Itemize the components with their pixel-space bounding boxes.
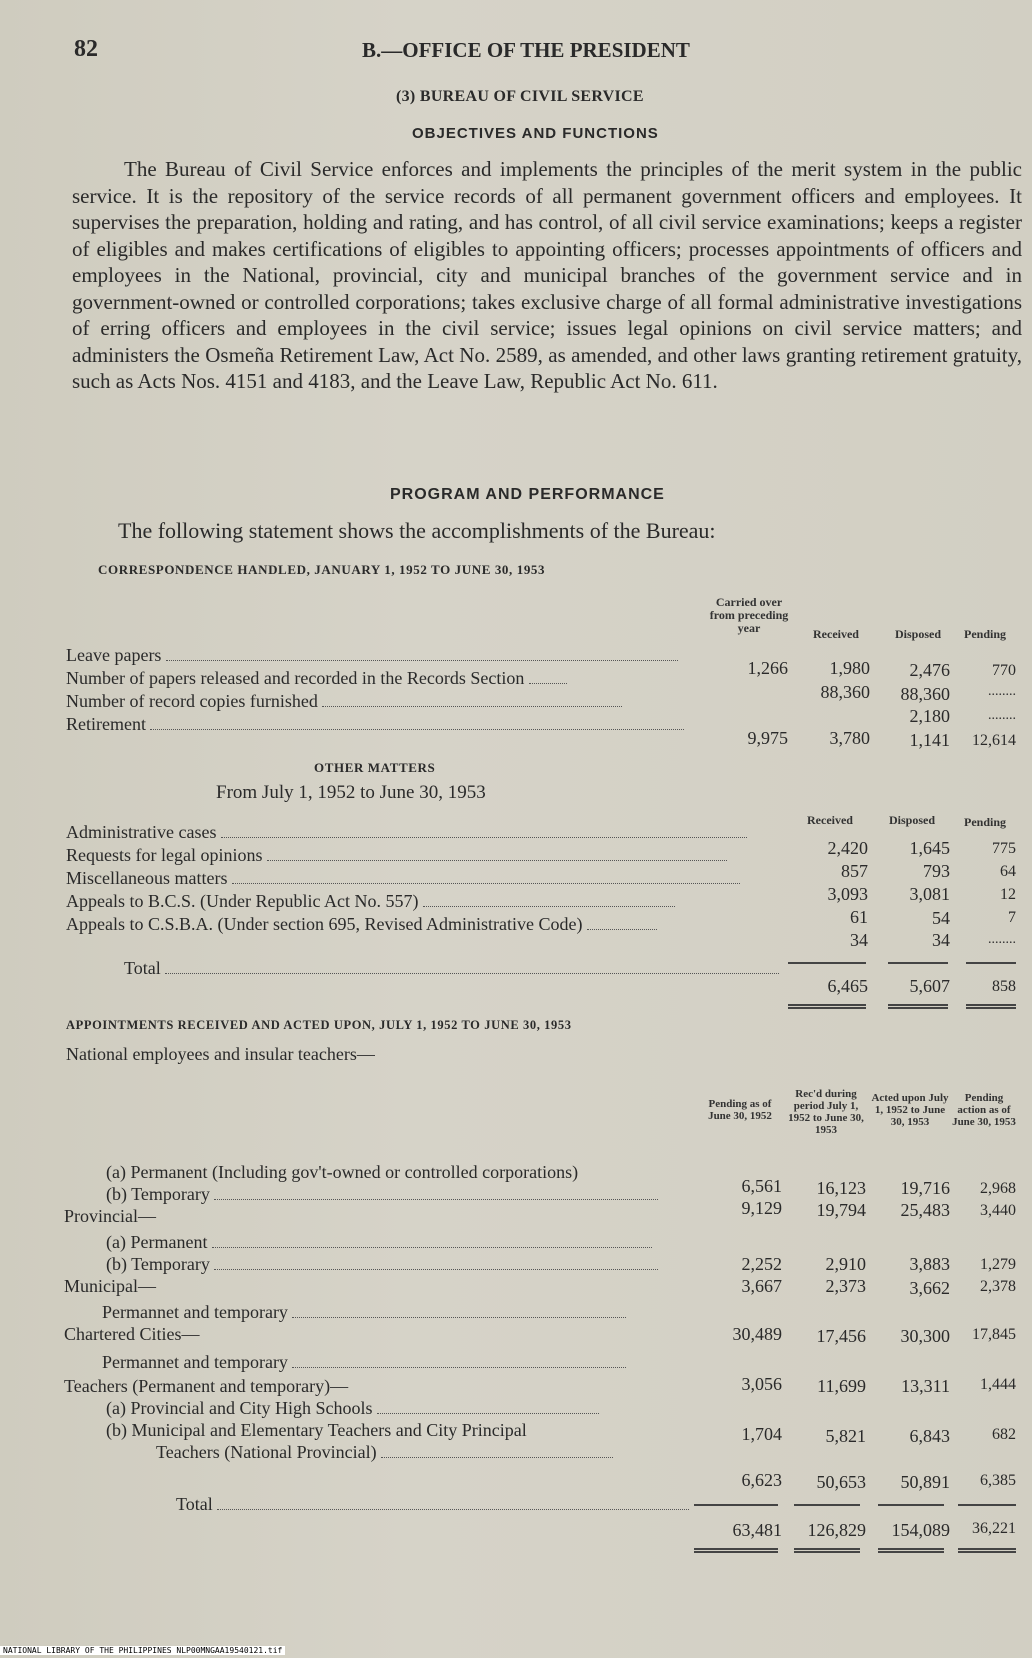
total-rule (694, 1504, 778, 1506)
appt-cell: 19,716 (900, 1178, 950, 1198)
other-cell: 3,093 (827, 884, 868, 904)
double-rule (788, 1004, 866, 1009)
total-rule (788, 962, 866, 964)
other-total-cell: 858 (992, 978, 1016, 995)
appt-cell: 6,623 (741, 1470, 782, 1490)
archive-footer: NATIONAL LIBRARY OF THE PHILIPPINES NLP00MNGAA19540121.tif (0, 1646, 285, 1655)
appt-row-label: (a) Permanent (106, 1232, 652, 1253)
appt-cell: 2,378 (980, 1278, 1016, 1295)
corr-row-label: Retirement (66, 714, 684, 735)
double-rule (694, 1548, 778, 1553)
appt-cell: 6,843 (909, 1426, 950, 1446)
double-rule (878, 1548, 944, 1553)
appt-cell: 3,883 (909, 1254, 950, 1274)
appt-row-label: Teachers (National Provincial) (156, 1442, 613, 1463)
program-heading: PROGRAM AND PERFORMANCE (390, 486, 665, 503)
corr-cell: 88,360 (820, 682, 870, 702)
appt-col-acted: Acted upon July 1, 1952 to June 30, 1953 (871, 1092, 949, 1128)
other-row-label: Requests for legal opinions (66, 845, 727, 866)
appt-row-label: Permannet and temporary (102, 1352, 626, 1373)
appt-cell: 25,483 (900, 1200, 950, 1220)
appt-cell: 13,311 (901, 1376, 950, 1396)
appt-row-label: Teachers (Permanent and temporary)— (64, 1376, 349, 1396)
appt-total-label: Total (176, 1494, 689, 1515)
appt-cell: 16,123 (816, 1178, 866, 1198)
corr-col-pending: Pending (963, 627, 1006, 641)
other-cell: 7 (1008, 909, 1016, 926)
appt-row-label: (b) Municipal and Elementary Teachers and City Principal (106, 1420, 527, 1440)
appt-cell: 1,444 (980, 1376, 1016, 1393)
objectives-text: The Bureau of Civil Service enforces and implements the principles of the merit system in the public service. It is the repository of the service records of all permanent government officers and employees. It supervises the preparation, holding and rating, and has control, of all civil service examinations; keeps a register of eligibles and makes certifications of eligibles to appointing officers; processes appointments of officers and employees in the National, provincial, city and municipal branches of the government service and in government-owned or controlled corporations; takes exclusive charge of all formal administrative investigations of erring officers and employees in the civil service; issues legal opinions on civil service matters; and administers the Osmeña Retirement Law, Act No. 2589, as amended, and other laws granting retirement gratuity, such as Acts Nos. 4151 and 4183, and the Leave Law, Republic Act No. 611. (72, 157, 1022, 393)
running-title: B.—OFFICE OF THE PRESIDENT (362, 38, 690, 62)
appt-row-label: Permannet and temporary (102, 1302, 626, 1323)
other-total-cell: 5,607 (909, 976, 950, 996)
total-rule (958, 1504, 1016, 1506)
appt-total-cell: 63,481 (732, 1520, 782, 1540)
corr-row-label: Number of papers released and recorded in the Records Section (66, 668, 567, 689)
appt-cell: 2,252 (741, 1254, 782, 1274)
other-col-disposed: Disposed (888, 813, 935, 827)
other-cell: 775 (992, 840, 1016, 857)
appt-cell: 5,821 (825, 1426, 866, 1446)
appt-total-cell: 36,221 (972, 1520, 1016, 1537)
appt-row-label: (a) Permanent (Including gov't-owned or controlled corporations) (106, 1162, 579, 1182)
appt-cell: 2,910 (825, 1254, 866, 1274)
appt-cell: 50,653 (816, 1472, 866, 1492)
appt-row-label: Chartered Cities— (64, 1324, 200, 1344)
other-row-label: Appeals to B.C.S. (Under Republic Act No. 557) (66, 891, 675, 912)
other-cell: ........ (988, 932, 1016, 947)
appt-cell: 3,440 (980, 1202, 1016, 1219)
appt-row-label: (b) Temporary (106, 1184, 658, 1205)
other-row-label: Administrative cases (66, 822, 747, 843)
other-cell: 3,081 (909, 884, 950, 904)
appt-cell: 6,561 (741, 1176, 782, 1196)
appt-cell: 30,300 (900, 1326, 950, 1346)
other-matters-title: OTHER MATTERS (314, 760, 436, 775)
total-rule (878, 1504, 944, 1506)
corr-cell: 9,975 (747, 728, 788, 748)
appt-cell: 3,662 (909, 1278, 950, 1298)
appt-cell: 2,373 (825, 1276, 866, 1296)
other-row-label: Appeals to C.S.B.A. (Under section 695, Revised Administrative Code) (66, 914, 657, 935)
corr-row-label: Leave papers (66, 645, 678, 666)
national-heading: National employees and insular teachers— (66, 1044, 375, 1064)
corr-row-label: Number of record copies furnished (66, 691, 622, 712)
double-rule (966, 1004, 1016, 1009)
appt-cell: 11,699 (817, 1376, 866, 1396)
corr-cell: 88,360 (900, 684, 950, 704)
other-col-pending: Pending (963, 815, 1006, 829)
other-cell: 34 (850, 930, 868, 950)
total-rule (966, 962, 1016, 964)
appt-col-pending-1952: Pending as of June 30, 1952 (708, 1098, 772, 1122)
other-cell: 2,420 (827, 838, 868, 858)
appt-cell: 9,129 (741, 1198, 782, 1218)
appt-row-label: (a) Provincial and City High Schools (106, 1398, 599, 1419)
corr-cell: 12,614 (972, 732, 1016, 749)
appt-cell: 50,891 (900, 1472, 950, 1492)
appt-total-cell: 126,829 (807, 1520, 866, 1540)
appt-cell: 2,968 (980, 1180, 1016, 1197)
appt-row-label: (b) Temporary (106, 1254, 658, 1275)
appt-cell: 17,845 (972, 1326, 1016, 1343)
corr-cell: ........ (988, 684, 1016, 699)
appt-cell: 1,704 (741, 1424, 782, 1444)
page-number: 82 (74, 36, 98, 62)
corr-cell: 770 (992, 662, 1016, 679)
other-cell: 793 (923, 861, 950, 881)
other-cell: 64 (1000, 863, 1016, 880)
appt-cell: 19,794 (816, 1200, 866, 1220)
corr-col-carried: Carried over from preceding year (709, 595, 789, 635)
other-row-label: Miscellaneous matters (66, 868, 740, 889)
other-total-label: Total (124, 958, 779, 979)
other-cell: 54 (932, 908, 950, 928)
other-cell: 857 (841, 861, 868, 881)
appt-cell: 30,489 (732, 1324, 782, 1344)
program-intro: The following statement shows the accomplishments of the Bureau: (118, 518, 716, 543)
total-rule (888, 962, 948, 964)
appointments-title: APPOINTMENTS RECEIVED AND ACTED UPON, JULY 1, 1952 TO JUNE 30, 1953 (66, 1018, 572, 1032)
corr-cell: 3,780 (829, 728, 870, 748)
double-rule (794, 1548, 860, 1553)
appt-row-label: Municipal— (64, 1276, 156, 1296)
corr-col-received: Received (813, 627, 859, 641)
correspondence-title: CORRESPONDENCE HANDLED, JANUARY 1, 1952 TO JUNE 30, 1953 (98, 562, 546, 577)
appt-total-cell: 154,089 (891, 1520, 950, 1540)
other-cell: 1,645 (909, 838, 950, 858)
appt-col-received: Rec'd during period July 1, 1952 to June 30, 1953 (788, 1088, 864, 1136)
corr-cell: 2,180 (909, 706, 950, 726)
total-rule (794, 1504, 860, 1506)
section-title: (3) BUREAU OF CIVIL SERVICE (396, 88, 644, 105)
appt-cell: 6,385 (980, 1472, 1016, 1489)
appt-cell: 1,279 (980, 1256, 1016, 1273)
corr-cell: ........ (988, 708, 1016, 723)
double-rule (958, 1548, 1016, 1553)
objectives-heading: OBJECTIVES AND FUNCTIONS (412, 125, 659, 142)
appt-cell: 17,456 (816, 1326, 866, 1346)
corr-cell: 1,266 (747, 658, 788, 678)
other-col-received: Received (807, 813, 853, 827)
other-cell: 61 (850, 907, 868, 927)
double-rule (888, 1004, 948, 1009)
other-cell: 34 (932, 930, 950, 950)
corr-col-disposed: Disposed (894, 627, 941, 641)
objectives-paragraph (72, 156, 1022, 395)
appt-row-label: Provincial— (64, 1206, 156, 1226)
other-total-cell: 6,465 (827, 976, 868, 996)
appt-cell: 3,667 (741, 1276, 782, 1296)
corr-cell: 1,980 (829, 658, 870, 678)
other-matters-subtitle: From July 1, 1952 to June 30, 1953 (216, 782, 486, 803)
appt-cell: 682 (992, 1426, 1016, 1443)
other-cell: 12 (1000, 886, 1016, 903)
appt-cell: 3,056 (741, 1374, 782, 1394)
appt-col-pending-1953: Pending action as of June 30, 1953 (952, 1092, 1016, 1128)
corr-cell: 1,141 (909, 730, 950, 750)
corr-cell: 2,476 (909, 660, 950, 680)
